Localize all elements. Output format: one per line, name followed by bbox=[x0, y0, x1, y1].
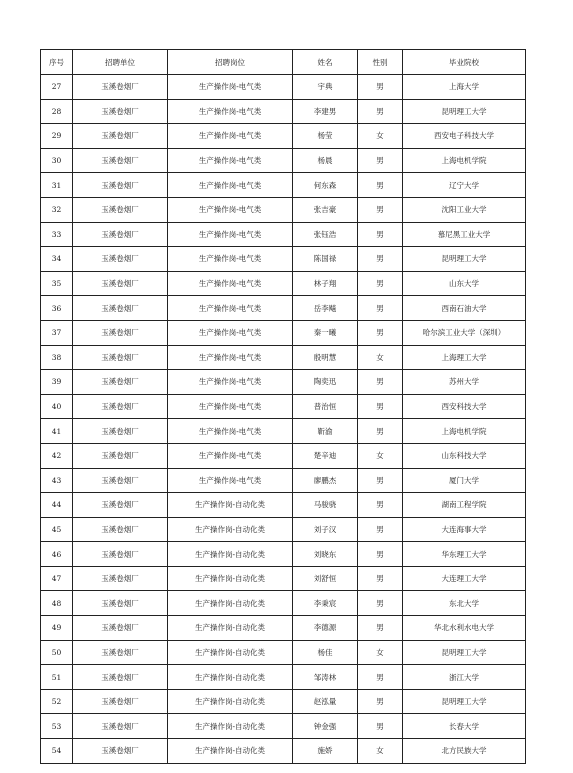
cell-name: 李建男 bbox=[293, 99, 358, 124]
cell-name: 张吉豪 bbox=[293, 197, 358, 222]
table-row bbox=[41, 124, 526, 149]
cell-recruiting-position: 生产操作岗-电气类 bbox=[168, 222, 293, 247]
cell-serial-number: 30 bbox=[41, 148, 73, 173]
cell-name: 钟金强 bbox=[293, 714, 358, 739]
cell-gender: 女 bbox=[358, 345, 403, 370]
cell-serial-number: 37 bbox=[41, 320, 73, 345]
cell-graduate-school: 苏州大学 bbox=[403, 370, 526, 395]
cell-serial-number: 38 bbox=[41, 345, 73, 370]
cell-gender: 男 bbox=[358, 419, 403, 444]
table-row bbox=[41, 320, 526, 345]
cell-name: 李秉宸 bbox=[293, 591, 358, 616]
cell-serial-number: 42 bbox=[41, 443, 73, 468]
cell-serial-number: 40 bbox=[41, 394, 73, 419]
cell-gender: 男 bbox=[358, 173, 403, 198]
cell-gender: 男 bbox=[358, 320, 403, 345]
cell-recruiting-unit: 玉溪卷烟厂 bbox=[73, 99, 168, 124]
table-row bbox=[41, 493, 526, 518]
cell-name: 何东森 bbox=[293, 173, 358, 198]
cell-serial-number: 52 bbox=[41, 689, 73, 714]
table-row bbox=[41, 542, 526, 567]
cell-recruiting-unit: 玉溪卷烟厂 bbox=[73, 517, 168, 542]
cell-recruiting-position: 生产操作岗-电气类 bbox=[168, 345, 293, 370]
cell-recruiting-position: 生产操作岗-自动化类 bbox=[168, 493, 293, 518]
table-row bbox=[41, 197, 526, 222]
cell-recruiting-position: 生产操作岗-自动化类 bbox=[168, 566, 293, 591]
cell-name: 廖鹏杰 bbox=[293, 468, 358, 493]
table-row bbox=[41, 739, 526, 764]
cell-name: 靳渝 bbox=[293, 419, 358, 444]
header-gender: 性别 bbox=[358, 50, 403, 75]
cell-graduate-school: 上海大学 bbox=[403, 75, 526, 100]
cell-serial-number: 39 bbox=[41, 370, 73, 395]
cell-graduate-school: 慕尼黑工业大学 bbox=[403, 222, 526, 247]
cell-recruiting-unit: 玉溪卷烟厂 bbox=[73, 493, 168, 518]
cell-recruiting-unit: 玉溪卷烟厂 bbox=[73, 394, 168, 419]
cell-graduate-school: 哈尔滨工业大学（深圳） bbox=[403, 320, 526, 345]
cell-graduate-school: 西南石油大学 bbox=[403, 296, 526, 321]
cell-recruiting-position: 生产操作岗-电气类 bbox=[168, 320, 293, 345]
cell-serial-number: 36 bbox=[41, 296, 73, 321]
cell-graduate-school: 大连理工大学 bbox=[403, 566, 526, 591]
cell-graduate-school: 华北水利水电大学 bbox=[403, 616, 526, 641]
cell-gender: 男 bbox=[358, 616, 403, 641]
cell-recruiting-position: 生产操作岗-自动化类 bbox=[168, 714, 293, 739]
cell-graduate-school: 北方民族大学 bbox=[403, 739, 526, 764]
cell-recruiting-unit: 玉溪卷烟厂 bbox=[73, 591, 168, 616]
cell-name: 邹涛林 bbox=[293, 665, 358, 690]
cell-gender: 男 bbox=[358, 566, 403, 591]
cell-serial-number: 50 bbox=[41, 640, 73, 665]
cell-serial-number: 47 bbox=[41, 566, 73, 591]
cell-name: 刘晓东 bbox=[293, 542, 358, 567]
cell-graduate-school: 大连海事大学 bbox=[403, 517, 526, 542]
table-row bbox=[41, 296, 526, 321]
cell-recruiting-unit: 玉溪卷烟厂 bbox=[73, 566, 168, 591]
cell-graduate-school: 昆明理工大学 bbox=[403, 99, 526, 124]
cell-recruiting-unit: 玉溪卷烟厂 bbox=[73, 616, 168, 641]
table-row bbox=[41, 345, 526, 370]
cell-recruiting-position: 生产操作岗-自动化类 bbox=[168, 591, 293, 616]
cell-graduate-school: 西安科技大学 bbox=[403, 394, 526, 419]
cell-graduate-school: 昆明理工大学 bbox=[403, 247, 526, 272]
cell-name: 秦一曦 bbox=[293, 320, 358, 345]
cell-name: 陶奕迅 bbox=[293, 370, 358, 395]
cell-gender: 男 bbox=[358, 517, 403, 542]
cell-gender: 男 bbox=[358, 296, 403, 321]
cell-graduate-school: 昆明理工大学 bbox=[403, 640, 526, 665]
cell-recruiting-unit: 玉溪卷烟厂 bbox=[73, 296, 168, 321]
cell-gender: 男 bbox=[358, 714, 403, 739]
table-row bbox=[41, 99, 526, 124]
cell-name: 楚辛迪 bbox=[293, 443, 358, 468]
cell-gender: 男 bbox=[358, 689, 403, 714]
cell-name: 殷明慧 bbox=[293, 345, 358, 370]
cell-graduate-school: 上海理工大学 bbox=[403, 345, 526, 370]
cell-recruiting-position: 生产操作岗-电气类 bbox=[168, 468, 293, 493]
cell-name: 普治恒 bbox=[293, 394, 358, 419]
cell-recruiting-position: 生产操作岗-自动化类 bbox=[168, 640, 293, 665]
header-recruiting-position: 招聘岗位 bbox=[168, 50, 293, 75]
cell-recruiting-position: 生产操作岗-自动化类 bbox=[168, 517, 293, 542]
cell-recruiting-position: 生产操作岗-电气类 bbox=[168, 443, 293, 468]
cell-recruiting-unit: 玉溪卷烟厂 bbox=[73, 468, 168, 493]
cell-recruiting-position: 生产操作岗-电气类 bbox=[168, 124, 293, 149]
cell-serial-number: 27 bbox=[41, 75, 73, 100]
cell-graduate-school: 上海电机学院 bbox=[403, 419, 526, 444]
cell-graduate-school: 华东理工大学 bbox=[403, 542, 526, 567]
cell-name: 杨晨 bbox=[293, 148, 358, 173]
cell-serial-number: 46 bbox=[41, 542, 73, 567]
cell-serial-number: 41 bbox=[41, 419, 73, 444]
table-row bbox=[41, 616, 526, 641]
cell-gender: 男 bbox=[358, 247, 403, 272]
header-graduate-school: 毕业院校 bbox=[403, 50, 526, 75]
cell-name: 张钰浩 bbox=[293, 222, 358, 247]
cell-serial-number: 31 bbox=[41, 173, 73, 198]
cell-recruiting-unit: 玉溪卷烟厂 bbox=[73, 714, 168, 739]
cell-gender: 男 bbox=[358, 197, 403, 222]
cell-name: 刘子汉 bbox=[293, 517, 358, 542]
cell-serial-number: 51 bbox=[41, 665, 73, 690]
recruitment-table bbox=[40, 49, 526, 764]
table-header bbox=[41, 50, 526, 75]
cell-serial-number: 49 bbox=[41, 616, 73, 641]
cell-recruiting-unit: 玉溪卷烟厂 bbox=[73, 640, 168, 665]
cell-serial-number: 43 bbox=[41, 468, 73, 493]
table-row bbox=[41, 714, 526, 739]
cell-gender: 男 bbox=[358, 99, 403, 124]
cell-graduate-school: 山东大学 bbox=[403, 271, 526, 296]
cell-recruiting-position: 生产操作岗-电气类 bbox=[168, 370, 293, 395]
cell-graduate-school: 浙江大学 bbox=[403, 665, 526, 690]
cell-gender: 男 bbox=[358, 370, 403, 395]
cell-gender: 女 bbox=[358, 640, 403, 665]
cell-name: 刘舒恒 bbox=[293, 566, 358, 591]
cell-gender: 男 bbox=[358, 75, 403, 100]
cell-serial-number: 29 bbox=[41, 124, 73, 149]
cell-name: 岳李飚 bbox=[293, 296, 358, 321]
cell-recruiting-unit: 玉溪卷烟厂 bbox=[73, 443, 168, 468]
cell-gender: 男 bbox=[358, 394, 403, 419]
cell-gender: 女 bbox=[358, 124, 403, 149]
recruitment-list-sheet bbox=[40, 49, 525, 764]
cell-gender: 男 bbox=[358, 222, 403, 247]
cell-graduate-school: 辽宁大学 bbox=[403, 173, 526, 198]
cell-recruiting-position: 生产操作岗-电气类 bbox=[168, 99, 293, 124]
cell-recruiting-position: 生产操作岗-自动化类 bbox=[168, 665, 293, 690]
cell-gender: 男 bbox=[358, 271, 403, 296]
table-row bbox=[41, 689, 526, 714]
cell-recruiting-unit: 玉溪卷烟厂 bbox=[73, 247, 168, 272]
table-row bbox=[41, 173, 526, 198]
cell-serial-number: 32 bbox=[41, 197, 73, 222]
table-row bbox=[41, 222, 526, 247]
cell-recruiting-position: 生产操作岗-电气类 bbox=[168, 271, 293, 296]
cell-gender: 男 bbox=[358, 665, 403, 690]
cell-gender: 女 bbox=[358, 739, 403, 764]
cell-serial-number: 54 bbox=[41, 739, 73, 764]
cell-serial-number: 34 bbox=[41, 247, 73, 272]
table-row bbox=[41, 591, 526, 616]
cell-name: 赵泓量 bbox=[293, 689, 358, 714]
cell-serial-number: 48 bbox=[41, 591, 73, 616]
cell-gender: 男 bbox=[358, 493, 403, 518]
cell-recruiting-position: 生产操作岗-自动化类 bbox=[168, 739, 293, 764]
cell-gender: 女 bbox=[358, 443, 403, 468]
cell-serial-number: 53 bbox=[41, 714, 73, 739]
table-row bbox=[41, 665, 526, 690]
cell-recruiting-unit: 玉溪卷烟厂 bbox=[73, 419, 168, 444]
cell-recruiting-position: 生产操作岗-自动化类 bbox=[168, 616, 293, 641]
table-row bbox=[41, 517, 526, 542]
cell-serial-number: 44 bbox=[41, 493, 73, 518]
cell-name: 杨佳 bbox=[293, 640, 358, 665]
header-recruiting-unit: 招聘单位 bbox=[73, 50, 168, 75]
header-name: 姓名 bbox=[293, 50, 358, 75]
table-row bbox=[41, 370, 526, 395]
cell-name: 杨莹 bbox=[293, 124, 358, 149]
cell-recruiting-unit: 玉溪卷烟厂 bbox=[73, 148, 168, 173]
cell-recruiting-unit: 玉溪卷烟厂 bbox=[73, 665, 168, 690]
cell-recruiting-position: 生产操作岗-电气类 bbox=[168, 247, 293, 272]
cell-recruiting-unit: 玉溪卷烟厂 bbox=[73, 320, 168, 345]
table-row bbox=[41, 247, 526, 272]
table-row bbox=[41, 443, 526, 468]
table-row bbox=[41, 271, 526, 296]
cell-recruiting-unit: 玉溪卷烟厂 bbox=[73, 689, 168, 714]
table-row bbox=[41, 148, 526, 173]
cell-graduate-school: 昆明理工大学 bbox=[403, 689, 526, 714]
cell-gender: 男 bbox=[358, 468, 403, 493]
cell-gender: 男 bbox=[358, 542, 403, 567]
cell-graduate-school: 东北大学 bbox=[403, 591, 526, 616]
cell-graduate-school: 上海电机学院 bbox=[403, 148, 526, 173]
table-row bbox=[41, 75, 526, 100]
cell-graduate-school: 西安电子科技大学 bbox=[403, 124, 526, 149]
cell-recruiting-unit: 玉溪卷烟厂 bbox=[73, 124, 168, 149]
cell-recruiting-unit: 玉溪卷烟厂 bbox=[73, 197, 168, 222]
cell-name: 李德源 bbox=[293, 616, 358, 641]
cell-name: 宇典 bbox=[293, 75, 358, 100]
table-row bbox=[41, 640, 526, 665]
cell-graduate-school: 沈阳工业大学 bbox=[403, 197, 526, 222]
cell-graduate-school: 厦门大学 bbox=[403, 468, 526, 493]
cell-name: 陈国禄 bbox=[293, 247, 358, 272]
cell-recruiting-unit: 玉溪卷烟厂 bbox=[73, 173, 168, 198]
cell-recruiting-unit: 玉溪卷烟厂 bbox=[73, 222, 168, 247]
cell-recruiting-unit: 玉溪卷烟厂 bbox=[73, 271, 168, 296]
cell-recruiting-unit: 玉溪卷烟厂 bbox=[73, 542, 168, 567]
cell-serial-number: 28 bbox=[41, 99, 73, 124]
cell-recruiting-position: 生产操作岗-电气类 bbox=[168, 296, 293, 321]
table-body bbox=[41, 75, 526, 764]
table-row bbox=[41, 419, 526, 444]
cell-graduate-school: 山东科技大学 bbox=[403, 443, 526, 468]
cell-name: 林子翔 bbox=[293, 271, 358, 296]
header-row bbox=[41, 50, 526, 75]
cell-graduate-school: 湖南工程学院 bbox=[403, 493, 526, 518]
cell-recruiting-position: 生产操作岗-自动化类 bbox=[168, 689, 293, 714]
cell-recruiting-position: 生产操作岗-电气类 bbox=[168, 173, 293, 198]
cell-recruiting-position: 生产操作岗-电气类 bbox=[168, 419, 293, 444]
cell-gender: 男 bbox=[358, 591, 403, 616]
cell-recruiting-unit: 玉溪卷烟厂 bbox=[73, 739, 168, 764]
cell-recruiting-position: 生产操作岗-电气类 bbox=[168, 197, 293, 222]
cell-serial-number: 35 bbox=[41, 271, 73, 296]
cell-recruiting-position: 生产操作岗-电气类 bbox=[168, 394, 293, 419]
cell-recruiting-unit: 玉溪卷烟厂 bbox=[73, 345, 168, 370]
cell-recruiting-unit: 玉溪卷烟厂 bbox=[73, 75, 168, 100]
table-row bbox=[41, 394, 526, 419]
cell-graduate-school: 长春大学 bbox=[403, 714, 526, 739]
table-row bbox=[41, 468, 526, 493]
cell-serial-number: 33 bbox=[41, 222, 73, 247]
cell-recruiting-position: 生产操作岗-电气类 bbox=[168, 148, 293, 173]
cell-name: 马骏骁 bbox=[293, 493, 358, 518]
table-row bbox=[41, 566, 526, 591]
cell-recruiting-unit: 玉溪卷烟厂 bbox=[73, 370, 168, 395]
cell-serial-number: 45 bbox=[41, 517, 73, 542]
cell-recruiting-position: 生产操作岗-自动化类 bbox=[168, 542, 293, 567]
cell-name: 施娇 bbox=[293, 739, 358, 764]
cell-gender: 男 bbox=[358, 148, 403, 173]
cell-recruiting-position: 生产操作岗-电气类 bbox=[168, 75, 293, 100]
header-serial-number: 序号 bbox=[41, 50, 73, 75]
